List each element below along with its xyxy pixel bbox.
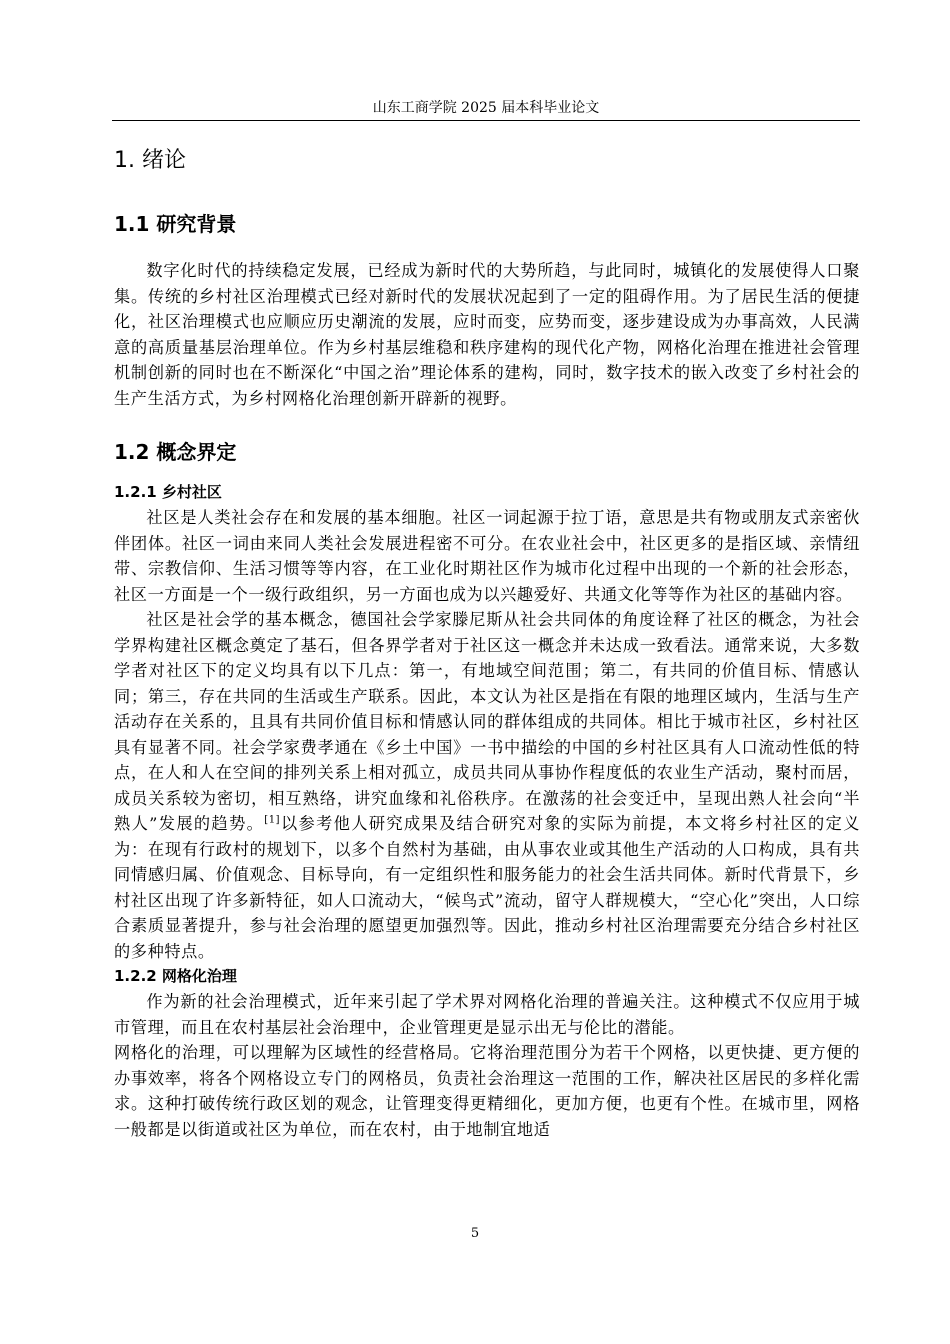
running-header: 山东工商学院 2025 届本科毕业论文 — [372, 100, 600, 116]
subsection-title-rural-community: 1.2.1 乡村社区 — [114, 483, 222, 501]
section-title-concept-definition: 1.2 概念界定 — [114, 440, 237, 464]
citation-marker: [1] — [264, 814, 281, 826]
chapter-title: 1. 绪论 — [114, 148, 186, 173]
section-title-research-background: 1.1 研究背景 — [114, 212, 237, 236]
paragraph-research-background: 数字化时代的持续稳定发展，已经成为新时代的大势所趋，与此同时，城镇化的发展使得人口聚集。传统的乡村社区治理模式已经对新时代的发展状况起到了一定的阻碍作用。为了居民生活的便捷化，社区治理模式也应顺应历史潮流的发展，应时而变，应势而变，逐步建设成为办事高效，人民满意的高质量基层治理单位。作为乡村基层维稳和秩序建构的现代化产物，网格化治理在推进社会管理机制创新的同时也在不断深化“中国之治”理论体系的建构，同时，数字技术的嵌入改变了乡村社会的生产生活方式，为乡村网格化治理创新开辟新的视野。 — [114, 261, 860, 408]
paragraph-rural-community-2 — [114, 607, 860, 964]
paragraph-text-before-citation: 社区是社会学的基本概念，德国社会学家滕尼斯从社会共同体的角度诠释了社区的概念，为社会学界构建社区概念奠定了基石，但各界学者对于社区这一概念并未达成一致看法。通常来说，大多数学者对社区下的定义均具有以下几点：第一，有地域空间范围；第二，有共同的价值目标、情感认同；第三，存在共同的生活或生产联系。因此，本文认为社区是指在有限的地理区域内，生活与生产活动存在关系的，且具有共同价值目标和情感认同的群体组成的共同体。相比于城市社区，乡村社区具有显著不同。社会学家费孝通在《乡土中国》一书中描绘的中国的乡村社区具有人口流动性低的特点，在人和人在空间的排列关系上相对孤立，成员共同从事协作程度低的农业生产活动，聚村而居，成员关系较为密切，相互熟络，讲究血缘和礼俗秩序。在激荡的社会变迁中，呈现出熟人社会向“半熟人”发展的趋势。 — [114, 610, 860, 833]
paragraph-rural-community-1: 社区是人类社会存在和发展的基本细胞。社区一词起源于拉丁语，意思是共有物或朋友式亲密伙伴团体。社区一词由来同人类社会发展进程密不可分。在农业社会中，社区更多的是指区域、亲情纽带、宗教信仰、生活习惯等等内容，在工业化时期社区作为城市化过程中出现的一个新的社会形态，社区一方面是一个一级行政组织，另一方面也成为以兴趣爱好、共通文化等等作为社区的基础内容。 — [114, 508, 860, 604]
paragraph-grid-governance-2: 网格化的治理，可以理解为区域性的经营格局。它将治理范围分为若干个网格，以更快捷、更方便的办事效率，将各个网格设立专门的网格员，负责社会治理这一范围的工作，解决社区居民的多样化需求。这种打破传统行政区划的观念，让管理变得更精细化，更加方便，也更有个性。在城市里，网格一般都是以街道或社区为单位，而在农村，由于地制宜地适 — [114, 1043, 860, 1139]
paragraph-text-after-citation: 以参考他人研究成果及结合研究对象的实际为前提，本文将乡村社区的定义为：在现有行政村的规划下，以多个自然村为基础，由从事农业或其他生产活动的人口构成，具有共同情感归属、价值观念、目标导向，有一定组织性和服务能力的社会生活共同体。新时代背景下，乡村社区出现了许多新特征，如人口流动大，“候鸟式”流动，留守人群规模大，“空心化”突出，人口综合素质显著提升，参与社会治理的愿望更加强烈等。因此，推动乡村社区治理需要充分结合乡村社区的多种特点。 — [114, 814, 860, 961]
subsection-title-grid-governance: 1.2.2 网格化治理 — [114, 967, 237, 985]
paragraph-grid-governance-1: 作为新的社会治理模式，近年来引起了学术界对网格化治理的普遍关注。这种模式不仅应用于城市管理，而且在农村基层社会治理中，企业管理更是显示出无与伦比的潜能。 — [114, 992, 860, 1037]
header-rule — [112, 120, 860, 121]
page-number: 5 — [470, 1226, 480, 1241]
page-content — [114, 146, 860, 1142]
